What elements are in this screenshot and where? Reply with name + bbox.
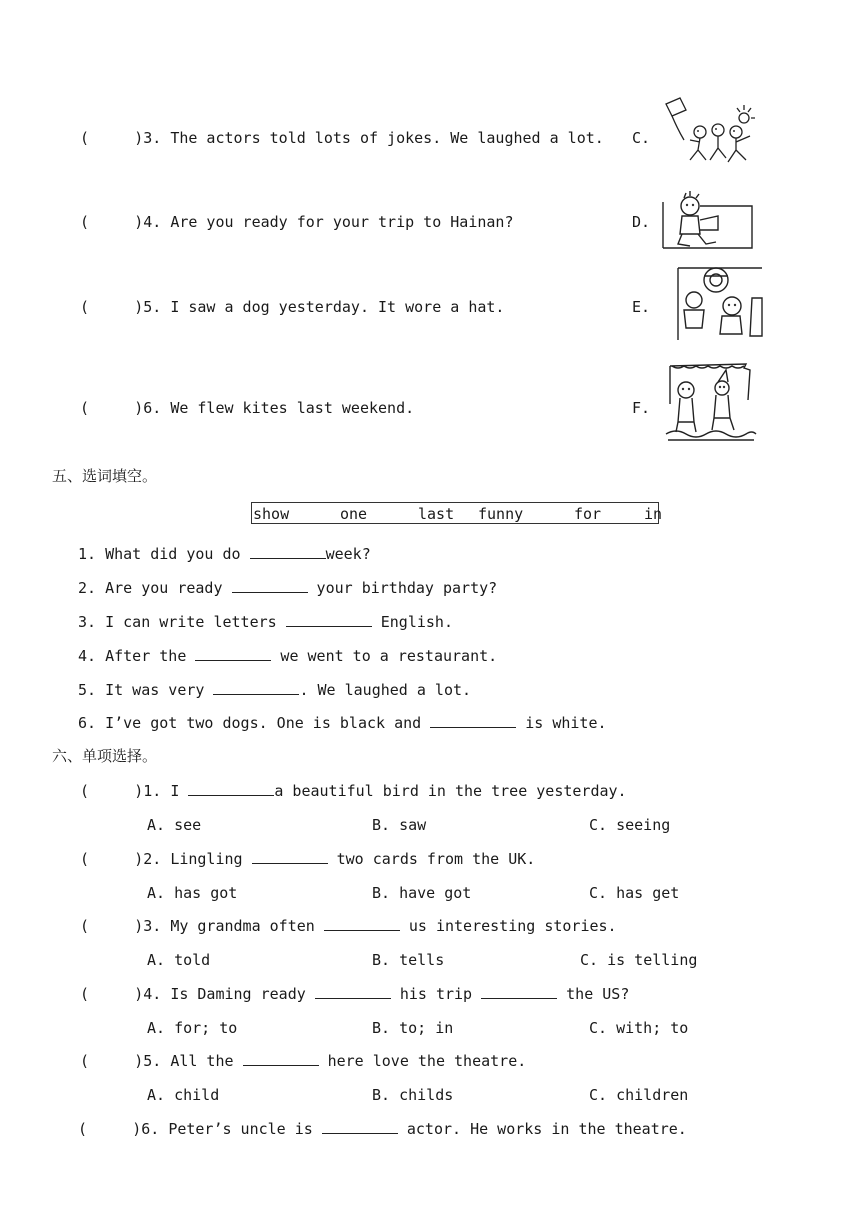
sentence-part: we went to a restaurant. [271,647,498,665]
item-number: 3. [78,613,97,631]
sentence-part: What did you do [105,545,250,563]
sentence-part: Peter’s uncle is [168,1120,322,1138]
option-c[interactable]: C. has get [589,884,680,902]
sentence: The actors told lots of jokes. We laughed a lot. [170,129,604,147]
option-letter-f: F. [632,399,651,417]
fill-item-6 [78,713,607,733]
option-a[interactable]: A. see [147,816,202,834]
item-number: 1. [78,545,97,563]
answer-blank[interactable] [322,1119,398,1134]
sentence-part: It was very [105,681,214,699]
kids-watching-show-icon [674,262,766,342]
choice-question-1: ( )1. I a beautiful bird in the tree yesterday. [80,782,627,800]
match-item-3 [80,128,604,148]
fill-item-5 [78,680,471,700]
answer-blank[interactable] [481,984,557,999]
option-c[interactable]: C. seeing [589,816,671,834]
option-c[interactable]: C. with; to [589,1019,689,1037]
word-bank-item: in [644,505,663,523]
answer-blank[interactable] [315,984,391,999]
sentence-part: here love the theatre. [318,1052,527,1070]
sentence-part: is white. [516,714,607,732]
sentence-part: Is Daming ready [170,985,315,1003]
option-a[interactable]: A. for; to [147,1019,238,1037]
item-number: )3. [134,129,162,147]
item-number: )1. [134,782,162,800]
sentence-part: I’ve got two dogs. One is black and [105,714,431,732]
sentence-part: I can write letters [105,613,286,631]
option-c[interactable]: C. is telling [580,951,698,969]
sentence-part: us interesting stories. [399,917,617,935]
sentence-part: actor. He works in the theatre. [397,1120,687,1138]
sentence-part: two cards from the UK. [327,850,536,868]
sentence-part: his trip [390,985,482,1003]
option-b[interactable]: B. tells [372,951,445,969]
option-letter-c: C. [632,129,651,147]
sentence: I saw a dog yesterday. It wore a hat. [170,298,505,316]
item-number: 4. [78,647,97,665]
option-c[interactable]: C. children [589,1086,689,1104]
option-b[interactable]: B. childs [372,1086,454,1104]
answer-blank[interactable] [232,578,308,593]
choice-question-3: ( )3. My grandma often us interesting stories. [80,917,617,935]
word-bank-item: one [340,505,368,523]
answer-blank[interactable] [324,916,400,931]
sentence: Are you ready for your trip to Hainan? [170,213,514,231]
option-b[interactable]: B. to; in [372,1019,454,1037]
option-a[interactable]: A. told [147,951,211,969]
item-number: )6. [132,1120,160,1138]
section-6-title: 六、单项选择。 [52,747,158,765]
word-bank-item: for [574,505,602,523]
clowns-on-stage-icon [662,360,758,444]
item-number: )4. [134,213,162,231]
answer-blank[interactable] [213,680,299,695]
sentence-part: After the [105,647,196,665]
paren-open: ( [80,213,90,231]
item-number: )3. [134,917,162,935]
word-bank-box [251,502,663,524]
sentence-part: week? [325,545,371,563]
sentence-part: a beautiful bird in the tree yesterday. [274,782,627,800]
fill-item-2 [78,578,497,598]
boy-at-desk-icon [660,190,756,252]
sentence: We flew kites last weekend. [170,399,415,417]
fill-item-4 [78,646,497,666]
word-bank-item: show [253,505,290,523]
answer-blank[interactable] [250,544,326,559]
item-number: )5. [134,1052,162,1070]
answer-blank[interactable] [195,646,271,661]
choice-question-6: ( )6. Peter’s uncle is actor. He works in the theatre. [78,1120,687,1138]
paren-open: ( [80,129,90,147]
fill-item-1 [78,544,371,564]
item-number: )6. [134,399,162,417]
word-bank-item: funny [478,505,524,523]
sentence-part: I [170,782,189,800]
sentence-part: Lingling [170,850,252,868]
kids-running-with-kite-icon [656,96,756,168]
answer-blank[interactable] [286,612,372,627]
item-number: )4. [134,985,162,1003]
match-item-4 [80,212,513,232]
item-number: )2. [134,850,162,868]
sentence-part: your birthday party? [307,579,498,597]
item-number: 2. [78,579,97,597]
item-number: 5. [78,681,97,699]
choice-question-5: ( )5. All the here love the theatre. [80,1052,527,1070]
option-b[interactable]: B. have got [372,884,472,902]
section-5-title: 五、选词填空。 [52,467,158,485]
option-a[interactable]: A. has got [147,884,238,902]
sentence-part: Are you ready [105,579,232,597]
fill-item-3 [78,612,453,632]
answer-blank[interactable] [188,781,274,796]
item-number: 6. [78,714,97,732]
sentence-part: English. [371,613,453,631]
option-a[interactable]: A. child [147,1086,220,1104]
item-number: )5. [134,298,162,316]
answer-blank[interactable] [243,1051,319,1066]
option-letter-e: E. [632,298,651,316]
choice-question-2: ( )2. Lingling two cards from the UK. [80,850,536,868]
match-item-5 [80,297,504,317]
sentence-part: My grandma often [170,917,324,935]
option-b[interactable]: B. saw [372,816,427,834]
paren-open: ( [80,399,90,417]
answer-blank[interactable] [252,849,328,864]
match-item-6 [80,398,414,418]
choice-question-4: ( )4. Is Daming ready his trip the US? [80,985,630,1003]
sentence-part: . We laughed a lot. [299,681,472,699]
word-bank-item: last [418,505,455,523]
option-letter-d: D. [632,213,651,231]
paren-open: ( [80,298,90,316]
sentence-part: the US? [557,985,630,1003]
sentence-part: All the [170,1052,243,1070]
answer-blank[interactable] [430,713,516,728]
